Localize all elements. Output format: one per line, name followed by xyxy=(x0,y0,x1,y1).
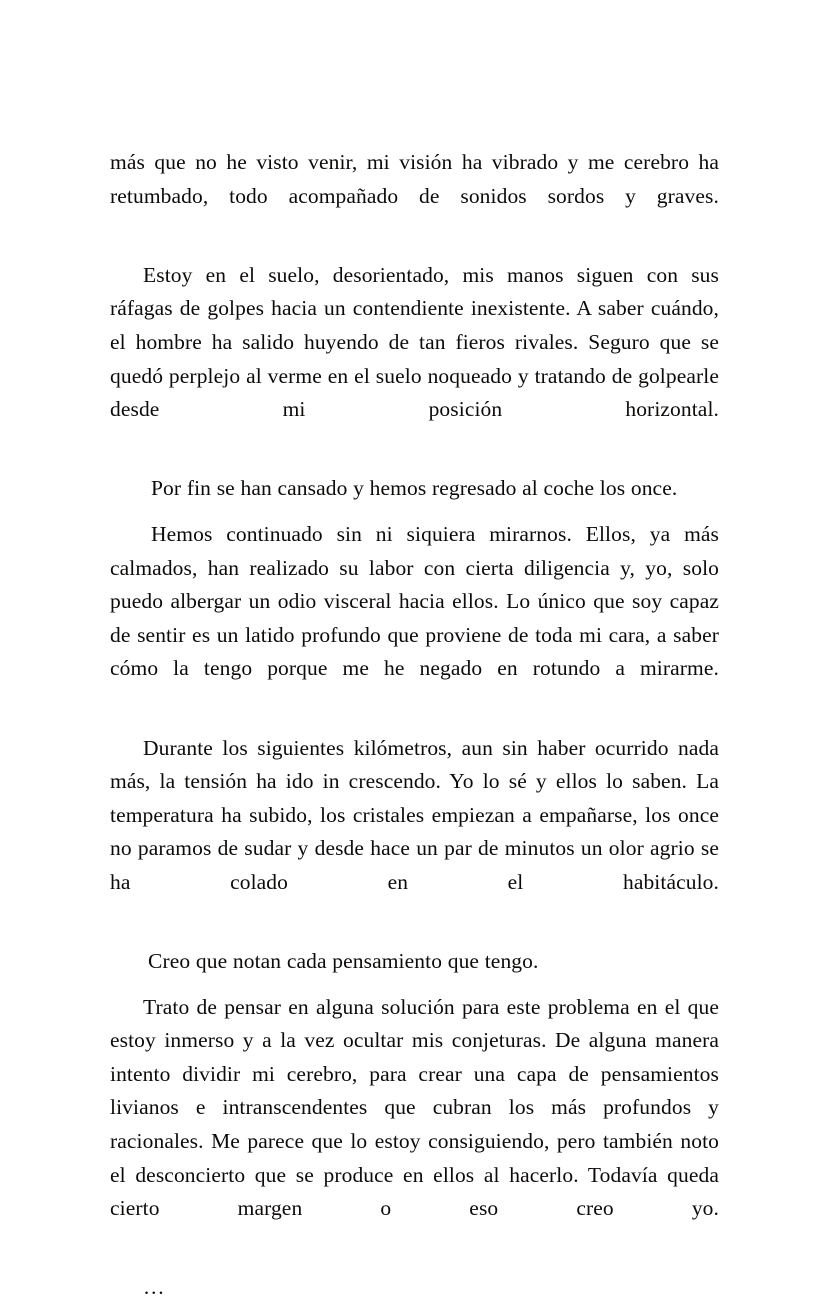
paragraph: Estoy en el suelo, desorientado, mis manos siguen con sus ráfagas de golpes hacia un contendiente inexistente. A saber cuándo, el hombre ha salido huyendo de tan fieros rivales. Seguro que se quedó perplejo al verme en el suelo noqueado y tratando de golpearle desde mi posición horizontal. xyxy=(110,262,719,422)
paragraph: Durante los siguientes kilómetros, aun sin haber ocurrido nada más, la tensión ha ido in crescendo. Yo lo sé y ellos lo saben. La temperatura ha subido, los cristales empiezan a empañarse, los once no paramos de sudar y desde hace un par de minutos un olor agrio se ha colado en el habitáculo. xyxy=(110,735,719,894)
paragraph: Hemos continuado sin ni siquiera mirarnos. Ellos, ya más calmados, han realizado su labor con cierta diligencia y, yo, solo puedo albergar un odio visceral hacia ellos. Lo único que soy capaz de sentir es un latido profundo que proviene de toda mi cara, a saber cómo la tengo porque me he negado en rotundo a mirarme. xyxy=(110,521,719,681)
section-break-ellipsis: … xyxy=(143,1275,167,1299)
paragraph: Creo que notan cada pensamiento que tengo. xyxy=(148,949,539,974)
paragraph: Trato de pensar en alguna solución para este problema en el que estoy inmerso y a la vez ocultar mis conjeturas. De alguna manera intento dividir mi cerebro, para crear una capa de pensamientos livianos e intranscendentes que cubran los más profundos y racionales. Me parece que lo estoy consiguiendo, pero también noto el desconcierto que se produce en ellos al hacerlo. Todavía queda cierto margen o eso creo yo. xyxy=(110,994,719,1221)
paragraph: Por fin se han cansado y hemos regresado al coche los once. xyxy=(151,476,678,501)
paragraph: más que no he visto venir, mi visión ha vibrado y me cerebro ha retumbado, todo acompañado de sonidos sordos y graves. xyxy=(110,150,719,208)
body-text-column xyxy=(110,146,719,1299)
